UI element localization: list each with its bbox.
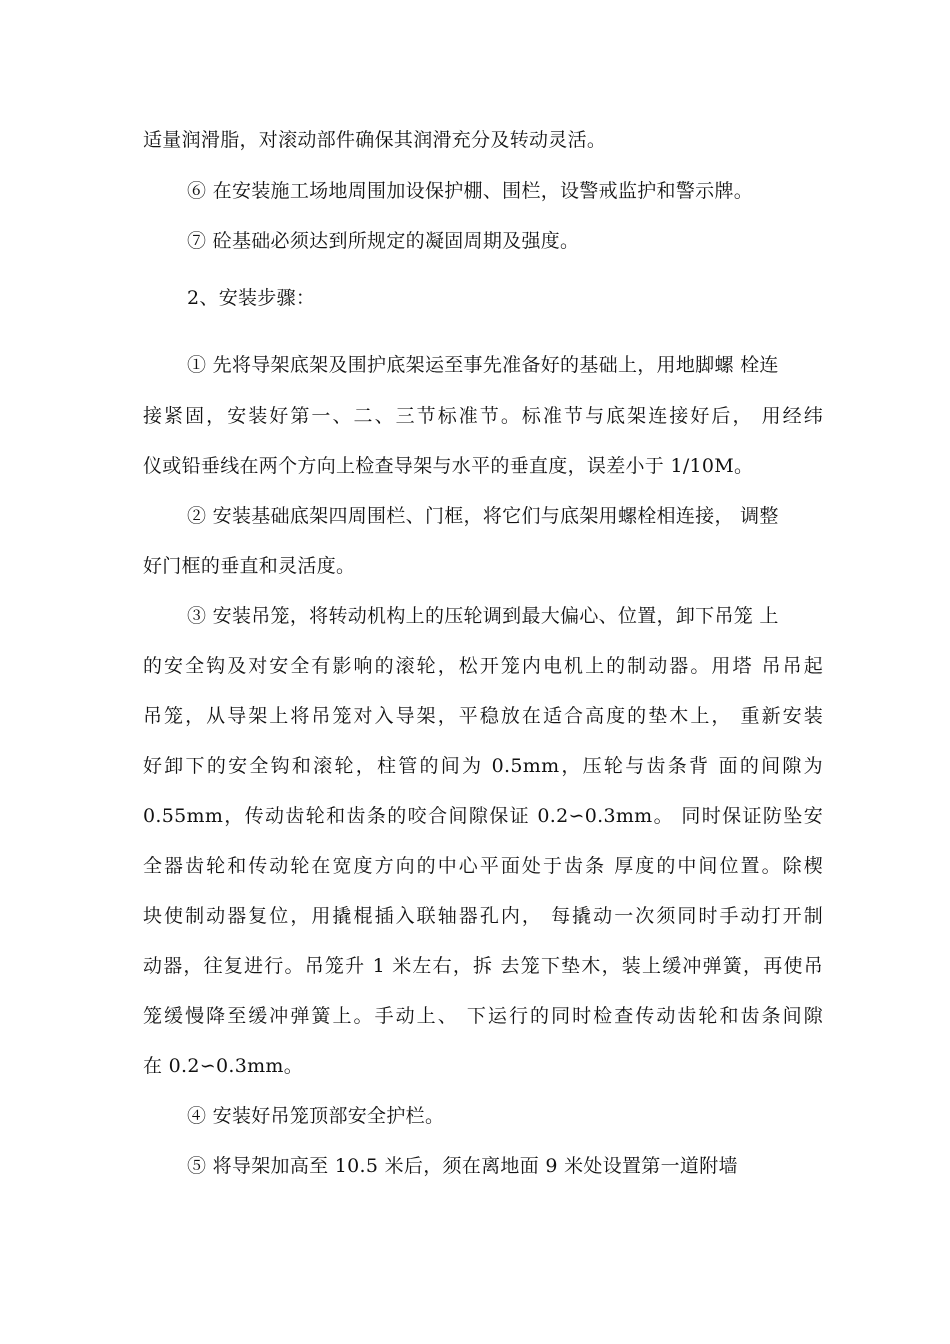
text-line: 吊笼，从导架上将吊笼对入导架，平稳放在适合高度的垫木上， 重新安装	[143, 705, 823, 727]
text-line: ③ 安装吊笼，将转动机构上的压轮调到最大偏心、位置，卸下吊笼 上	[187, 605, 779, 627]
text-line: ⑥ 在安装施工场地周围加设保护棚、围栏，设警戒监护和警示牌。	[187, 180, 754, 202]
section-heading: 2、安装步骤：	[187, 287, 316, 309]
text-line: ⑤ 将导架加高至 10.5 米后，须在离地面 9 米处设置第一道附墙	[187, 1155, 738, 1177]
text-line: 接紧固，安装好第一、二、三节标准节。标准节与底架连接好后， 用经纬	[143, 405, 823, 427]
text-line: 在 0.2∽0.3mm。	[143, 1055, 304, 1077]
text-line: 好卸下的安全钩和滚轮，柱管的间为 0.5mm，压轮与齿条背 面的间隙为	[143, 755, 823, 777]
text-line: ④ 安装好吊笼顶部安全护栏。	[187, 1105, 445, 1127]
text-line: 0.55mm，传动齿轮和齿条的咬合间隙保证 0.2∽0.3mm。 同时保证防坠安	[143, 805, 823, 827]
text-line: 的安全钩及对安全有影响的滚轮，松开笼内电机上的制动器。用塔 吊吊起	[143, 655, 823, 677]
text-line: ① 先将导架底架及围护底架运至事先准备好的基础上，用地脚螺 栓连	[187, 354, 779, 376]
text-line: 适量润滑脂，对滚动部件确保其润滑充分及转动灵活。	[143, 129, 607, 151]
text-line: ② 安装基础底架四周围栏、门框，将它们与底架用螺栓相连接， 调整	[187, 505, 779, 527]
text-line: 仪或铅垂线在两个方向上检查导架与水平的垂直度，误差小于 1/10M。	[143, 455, 754, 477]
text-line: ⑦ 砼基础必须达到所规定的凝固周期及强度。	[187, 230, 580, 252]
text-line: 块使制动器复位，用撬棍插入联轴器孔内， 每撬动一次须同时手动打开制	[143, 905, 823, 927]
text-line: 全器齿轮和传动轮在宽度方向的中心平面处于齿条 厚度的中间位置。除楔	[143, 855, 823, 877]
text-line: 笼缓慢降至缓冲弹簧上。手动上、 下运行的同时检查传动齿轮和齿条间隙	[143, 1005, 823, 1027]
text-line: 动器，往复进行。吊笼升 1 米左右，拆 去笼下垫木，装上缓冲弹簧，再使吊	[143, 955, 823, 977]
text-line: 好门框的垂直和灵活度。	[143, 555, 356, 577]
